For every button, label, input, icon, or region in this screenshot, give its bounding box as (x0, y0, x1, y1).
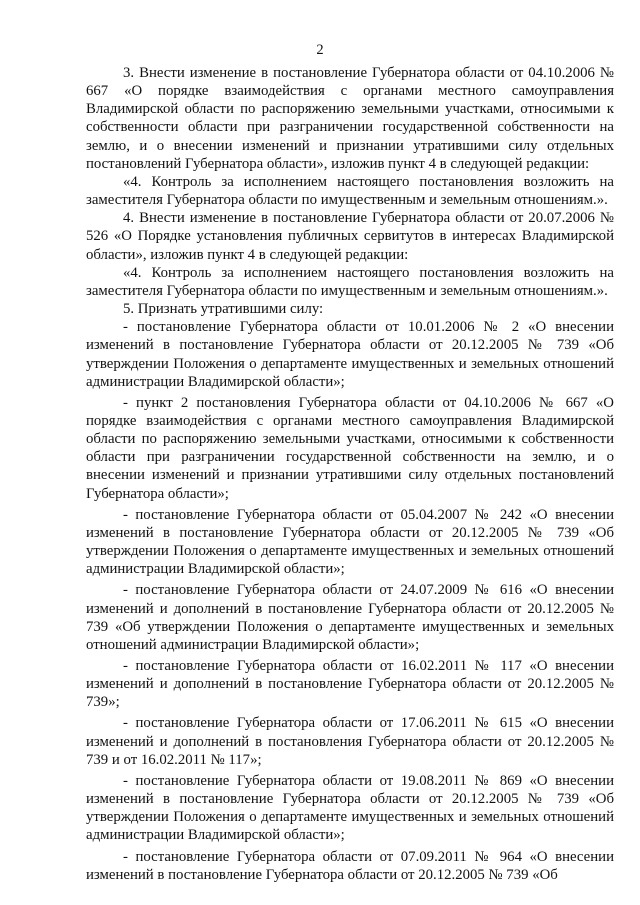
paragraph-item-5: 5. Признать утратившими силу: (123, 301, 324, 318)
list-item: - постановление Губернатора области от 07.09.2011 № 964 «О внесении изменений в постановление Губернатора области от 20.12.2005 № 739 «Об (86, 848, 614, 883)
list-item: - постановление Губернатора области от 24.07.2009 № 616 «О внесении изменений и дополнений в постановление Губернатора области от 20.12.2005 № 739 «Об утверждении Положения о департаменте имущественных и земельных отношений администрации Владимирской области»; (86, 582, 614, 653)
list-item: - постановление Губернатора области от 17.06.2011 № 615 «О внесении изменений и дополнений в постановления Губернатора области от 20.12.2005 № 739 и от 16.02.2011 № 117»; (86, 715, 614, 768)
list-item: - постановление Губернатора области от 10.01.2006 № 2 «О внесении изменений в постановление Губернатора области от 20.12.2005 № 739 «Об утверждении Положения о департаменте имущественных и земельных отношений администрации Владимирской области»; (86, 319, 614, 390)
list-item: - пункт 2 постановления Губернатора области от 04.10.2006 № 667 «О порядке взаимодействия с органами местного самоуправления Владимирской области по распоряжению земельными участками, относимыми к собственности области при разграничении государственной собственности на землю, и о внесении изменений и признании утратившими силу отдельных постановлений Губернатора области»; (86, 394, 614, 502)
quoted-paragraph: «4. Контроль за исполнением настоящего постановления возложить на заместителя Губернатора области по имущественным и земельным отношениям.». (86, 264, 614, 299)
list-item: - постановление Губернатора области от 05.04.2007 № 242 «О внесении изменений в постановление Губернатора области от 20.12.2005 № 739 «Об утверждении Положения о департаменте имущественных и земельных отношений администрации Владимирской области»; (86, 506, 614, 578)
list-item: - постановление Губернатора области от 19.08.2011 № 869 «О внесении изменений в постановление Губернатора области от 20.12.2005 № 739 «Об утверждении Положения о департаменте имущественных и земельных отношений администрации Владимирской области»; (86, 772, 614, 844)
document-body (86, 64, 614, 884)
list-item: - постановление Губернатора области от 16.02.2011 № 117 «О внесении изменений и дополнений в постановление Губернатора области от 20.12.2005 № 739»; (86, 658, 614, 711)
page-number: 2 (316, 42, 324, 58)
quoted-paragraph: «4. Контроль за исполнением настоящего постановления возложить на заместителя Губернатора области по имущественным и земельным отношениям.». (86, 173, 614, 209)
paragraph-item-3: 3. Внести изменение в постановление Губернатора области от 04.10.2006 № 667 «О порядке взаимодействия с органами местного самоуправления Владимирской области по распоряжению земельными участками, относимыми к собственности области при разграничении государственной собственности на землю, и о внесении изменений и признании утратившими силу отдельных постановлений Губернатора области», изложив пункт 4 в следующей редакции: (86, 65, 614, 172)
paragraph-item-4: 4. Внести изменение в постановление Губернатора области от 20.07.2006 № 526 «О Порядке установления публичных сервитутов в интересах Владимирской области», изложив пункт 4 в следующей редакции: (86, 210, 614, 263)
